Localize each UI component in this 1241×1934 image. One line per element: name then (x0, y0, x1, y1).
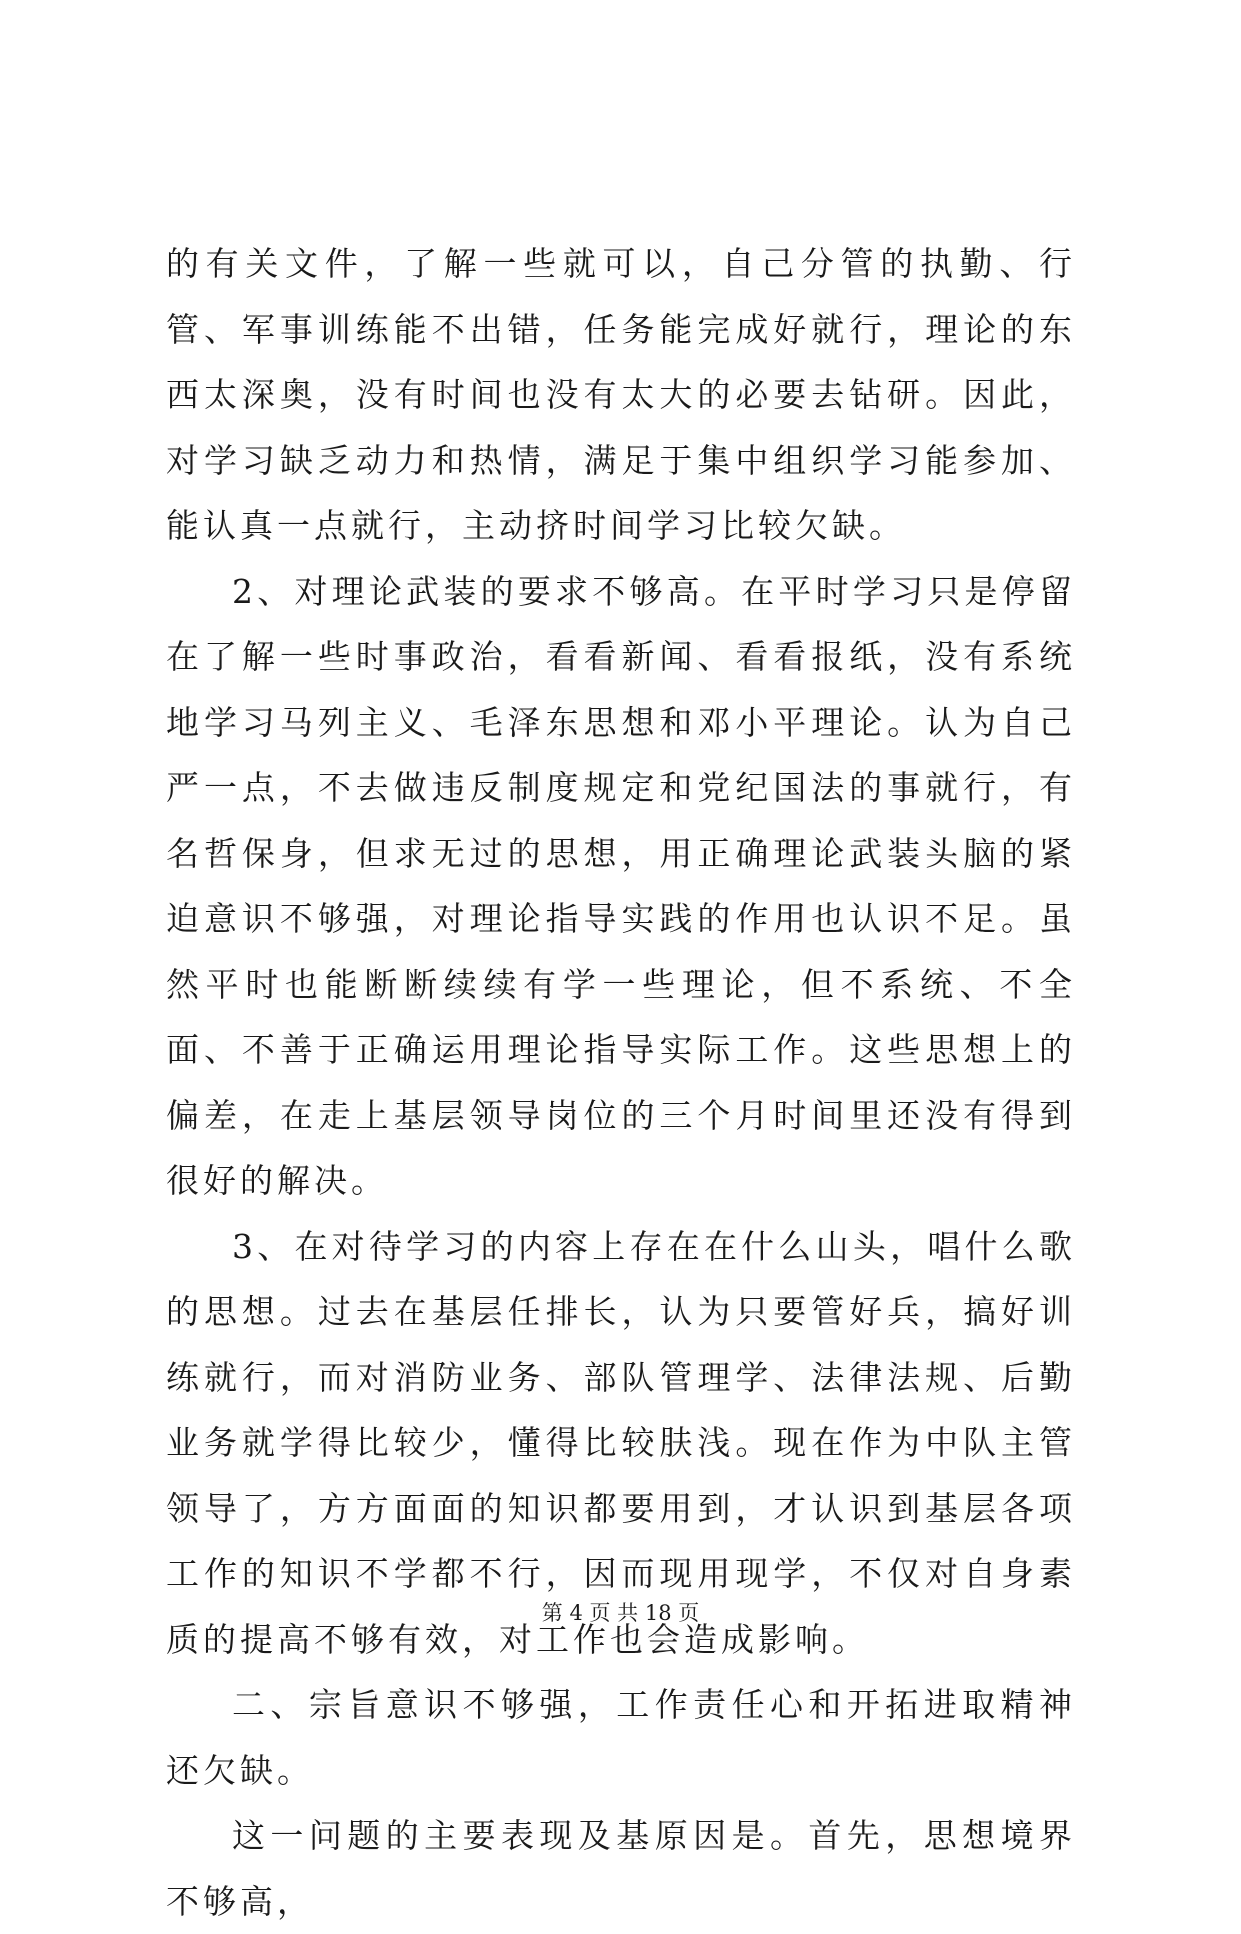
page-number-footer: 第 4 页 共 18 页 (541, 1601, 700, 1625)
document-body (166, 231, 1076, 1934)
paragraph-item-2: 2、对理论武装的要求不够高。在平时学习只是停留在了解一些时事政治，看看新闻、看看报纸，没有系统地学习马列主义、毛泽东思想和邓小平理论。认为自己严一点，不去做违反制度规定和党纪国法的事就行，有名哲保身，但求无过的思想，用正确理论武装头脑的紧迫意识不够强，对理论指导实践的作用也认识不足。虽然平时也能断断续续有学一些理论，但不系统、不全面、不善于正确运用理论指导实际工作。这些思想上的偏差，在走上基层领导岗位的三个月时间里还没有得到很好的解决。 (166, 571, 1076, 1200)
paragraph-item-3: 3、在对待学习的内容上存在在什么山头，唱什么歌的思想。过去在基层任排长，认为只要管好兵，搞好训练就行，而对消防业务、部队管理学、法律法规、后勤业务就学得比较少，懂得比较肤浅。现在作为中队主管领导了，方方面面的知识都要用到，才认识到基层各项工作的知识不学都不行，因而现用现学，不仅对自身素质的提高不够有效，对工作也会造成影响。 (166, 1226, 1076, 1659)
paragraph-section-2-intro: 这一问题的主要表现及基原因是。首先，思想境界不够高， (166, 1816, 1076, 1921)
paragraph-continuation: 的有关文件，了解一些就可以，自己分管的执勤、行管、军事训练能不出错，任务能完成好就行，理论的东西太深奥，没有时间也没有太大的必要去钻研。因此，对学习缺乏动力和热情，满足于集中组织学习能参加、能认真一点就行，主动挤时间学习比较欠缺。 (166, 244, 1076, 545)
section-heading-2: 二、宗旨意识不够强，工作责任心和开拓进取精神还欠缺。 (166, 1685, 1076, 1790)
